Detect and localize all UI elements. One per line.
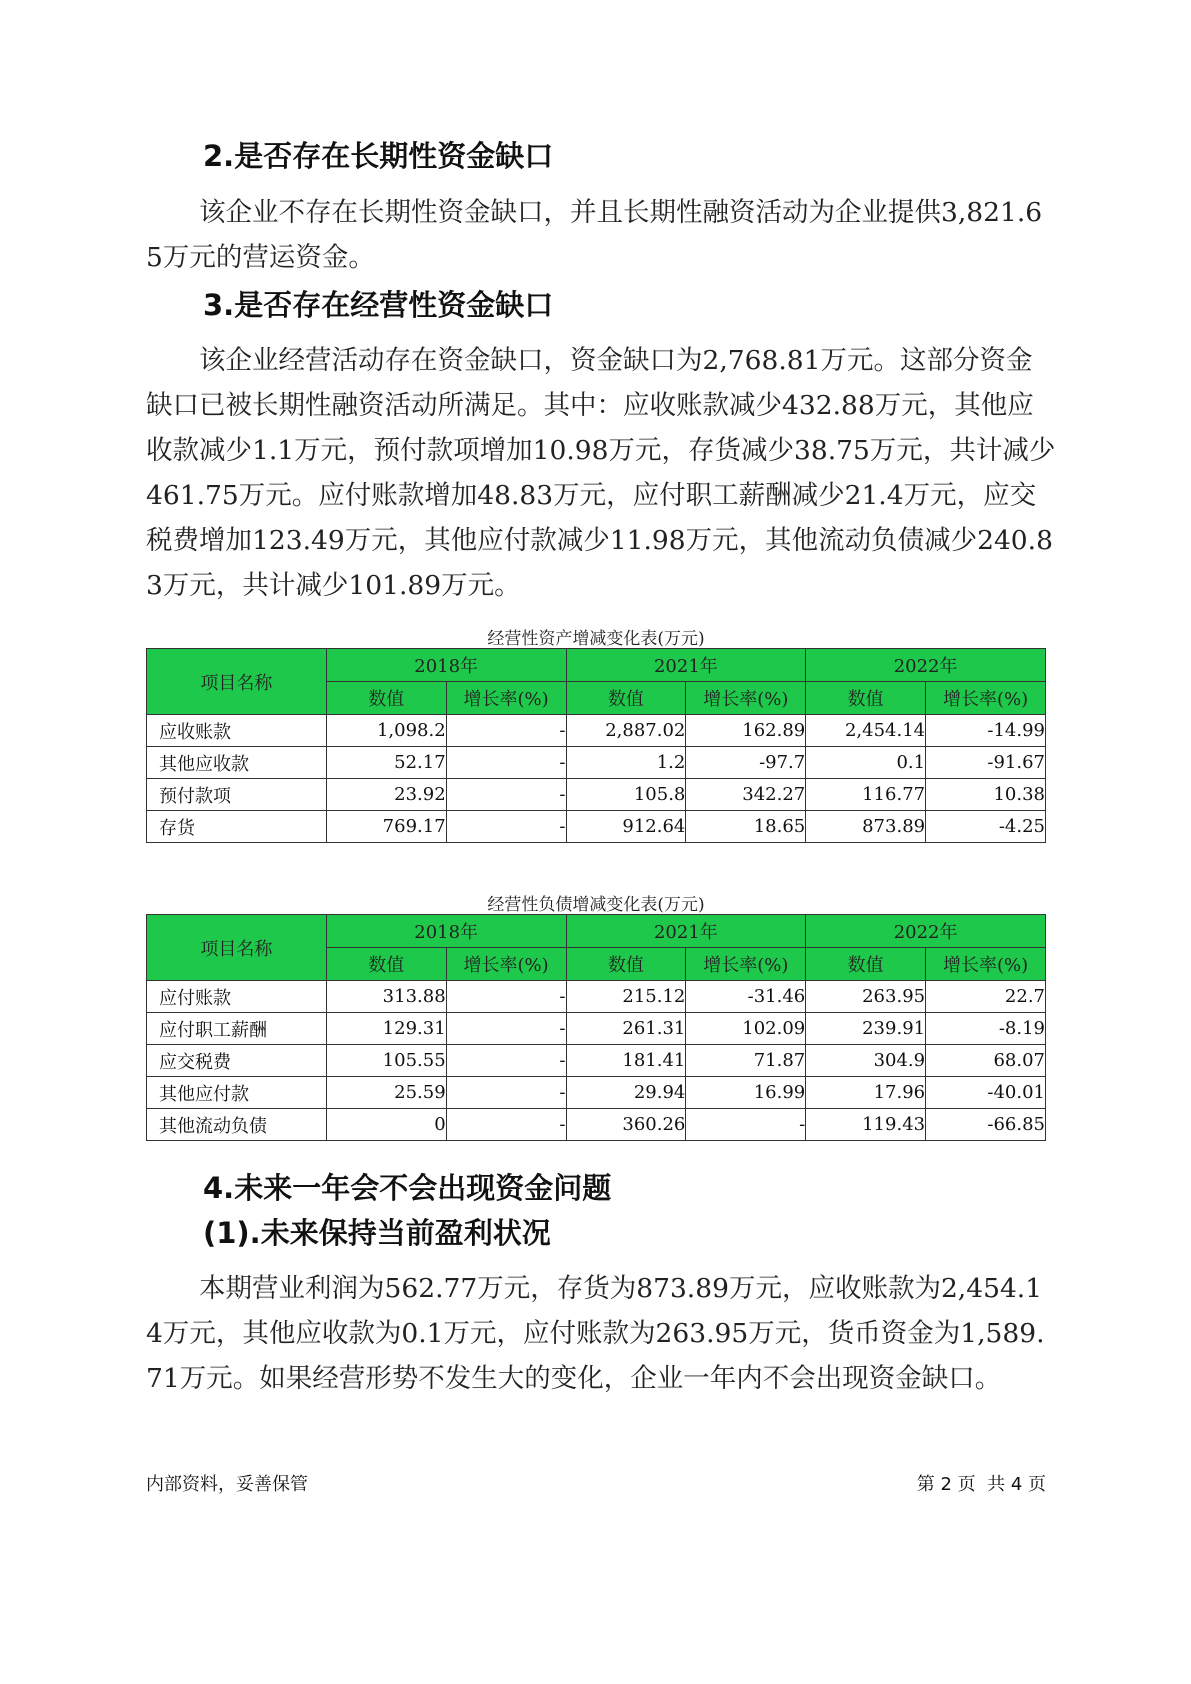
value-cell: 17.96	[806, 1077, 926, 1109]
section-3-title: 3.是否存在经营性资金缺口	[203, 288, 554, 322]
growth-rate-cell: -	[446, 747, 566, 779]
growth-rate-cell: -	[446, 779, 566, 811]
growth-rate-header: 增长率(%)	[446, 682, 566, 715]
year-header: 2018年	[326, 649, 566, 682]
table-header-row	[147, 649, 1046, 682]
value-cell: 215.12	[566, 981, 686, 1013]
growth-rate-header: 增长率(%)	[686, 682, 806, 715]
table-row	[147, 1077, 1046, 1109]
year-header: 2022年	[806, 649, 1046, 682]
value-cell: 129.31	[326, 1013, 446, 1045]
growth-rate-header: 增长率(%)	[926, 948, 1046, 981]
row-item-name: 其他流动负债	[147, 1109, 327, 1141]
value-cell: 304.9	[806, 1045, 926, 1077]
growth-rate-cell: -31.46	[686, 981, 806, 1013]
growth-rate-cell: -	[446, 811, 566, 843]
growth-rate-cell: 162.89	[686, 715, 806, 747]
growth-rate-cell: -	[446, 1077, 566, 1109]
value-cell: 1.2	[566, 747, 686, 779]
value-header: 数值	[566, 682, 686, 715]
growth-rate-cell: -	[446, 1013, 566, 1045]
section-4-paragraph: 本期营业利润为562.77万元，存货为873.89万元，应收账款为2,454.14万元，其他应收款为0.1万元，应付账款为263.95万元，货币资金为1,589.71万元。如果经营形势不发生大的变化，企业一年内不会出现资金缺口。	[146, 1273, 1045, 1394]
row-item-name: 预付款项	[147, 779, 327, 811]
growth-rate-cell: 342.27	[686, 779, 806, 811]
value-cell: 261.31	[566, 1013, 686, 1045]
section-2-title: 2.是否存在长期性资金缺口	[203, 139, 554, 173]
row-item-name: 应交税费	[147, 1045, 327, 1077]
table2-caption: 经营性负债增减变化表(万元)	[487, 895, 705, 915]
year-header: 2021年	[566, 915, 806, 948]
value-cell: 105.55	[326, 1045, 446, 1077]
growth-rate-header: 增长率(%)	[446, 948, 566, 981]
value-header: 数值	[566, 948, 686, 981]
growth-rate-cell: -8.19	[926, 1013, 1046, 1045]
value-cell: 23.92	[326, 779, 446, 811]
row-item-name: 应收账款	[147, 715, 327, 747]
value-cell: 263.95	[806, 981, 926, 1013]
growth-rate-cell: -91.67	[926, 747, 1046, 779]
value-cell: 0	[326, 1109, 446, 1141]
footer-confidential-note: 内部资料，妥善保管	[146, 1474, 308, 1495]
value-cell: 116.77	[806, 779, 926, 811]
row-item-name: 应付账款	[147, 981, 327, 1013]
value-header: 数值	[326, 682, 446, 715]
liability-change-table	[146, 914, 1046, 1141]
value-header: 数值	[326, 948, 446, 981]
item-name-header: 项目名称	[147, 915, 327, 981]
growth-rate-cell: 68.07	[926, 1045, 1046, 1077]
year-header: 2021年	[566, 649, 806, 682]
table-row	[147, 811, 1046, 843]
growth-rate-cell: -	[446, 715, 566, 747]
value-cell: 313.88	[326, 981, 446, 1013]
value-cell: 1,098.2	[326, 715, 446, 747]
value-cell: 119.43	[806, 1109, 926, 1141]
value-header: 数值	[806, 948, 926, 981]
value-cell: 0.1	[806, 747, 926, 779]
footer-page-number: 第 2 页 共 4 页	[916, 1474, 1046, 1495]
row-item-name: 其他应付款	[147, 1077, 327, 1109]
section-2-paragraph: 该企业不存在长期性资金缺口，并且长期性融资活动为企业提供3,821.65万元的营运资金。	[146, 197, 1043, 273]
value-cell: 360.26	[566, 1109, 686, 1141]
table-row	[147, 1109, 1046, 1141]
value-cell: 181.41	[566, 1045, 686, 1077]
table-row	[147, 715, 1046, 747]
growth-rate-cell: 22.7	[926, 981, 1046, 1013]
growth-rate-cell: -66.85	[926, 1109, 1046, 1141]
asset-change-table	[146, 648, 1046, 843]
table1-caption: 经营性资产增减变化表(万元)	[487, 629, 705, 649]
value-cell: 239.91	[806, 1013, 926, 1045]
value-cell: 2,887.02	[566, 715, 686, 747]
table-row	[147, 747, 1046, 779]
growth-rate-cell: -	[686, 1109, 806, 1141]
value-cell: 769.17	[326, 811, 446, 843]
value-cell: 873.89	[806, 811, 926, 843]
growth-rate-cell: -	[446, 1045, 566, 1077]
value-cell: 2,454.14	[806, 715, 926, 747]
growth-rate-cell: 102.09	[686, 1013, 806, 1045]
growth-rate-cell: 10.38	[926, 779, 1046, 811]
growth-rate-cell: -40.01	[926, 1077, 1046, 1109]
value-cell: 25.59	[326, 1077, 446, 1109]
row-item-name: 应付职工薪酬	[147, 1013, 327, 1045]
growth-rate-header: 增长率(%)	[686, 948, 806, 981]
growth-rate-cell: -	[446, 1109, 566, 1141]
growth-rate-cell: 16.99	[686, 1077, 806, 1109]
table-header-row	[147, 915, 1046, 948]
growth-rate-cell: -14.99	[926, 715, 1046, 747]
growth-rate-cell: 71.87	[686, 1045, 806, 1077]
table-row	[147, 1045, 1046, 1077]
table-row	[147, 981, 1046, 1013]
row-item-name: 存货	[147, 811, 327, 843]
growth-rate-cell: -4.25	[926, 811, 1046, 843]
section-4-title: 4.未来一年会不会出现资金问题	[203, 1171, 612, 1205]
table-row	[147, 1013, 1046, 1045]
section-4-1-title: (1).未来保持当前盈利状况	[203, 1216, 551, 1250]
value-cell: 29.94	[566, 1077, 686, 1109]
value-cell: 105.8	[566, 779, 686, 811]
year-header: 2018年	[326, 915, 566, 948]
value-header: 数值	[806, 682, 926, 715]
growth-rate-header: 增长率(%)	[926, 682, 1046, 715]
year-header: 2022年	[806, 915, 1046, 948]
value-cell: 52.17	[326, 747, 446, 779]
row-item-name: 其他应收款	[147, 747, 327, 779]
item-name-header: 项目名称	[147, 649, 327, 715]
section-3-paragraph: 该企业经营活动存在资金缺口，资金缺口为2,768.81万元。这部分资金缺口已被长期性融资活动所满足。其中：应收账款减少432.88万元，其他应收款减少1.1万元，预付款项增加10.98万元，存货减少38.75万元，共计减少461.75万元。应付账款增加48.83万元，应付职工薪酬减少21.4万元，应交税费增加123.49万元，其他应付款减少11.98万元，其他流动负债减少240.83万元，共计减少101.89万元。	[146, 345, 1056, 601]
growth-rate-cell: -97.7	[686, 747, 806, 779]
table-row	[147, 779, 1046, 811]
value-cell: 912.64	[566, 811, 686, 843]
growth-rate-cell: -	[446, 981, 566, 1013]
growth-rate-cell: 18.65	[686, 811, 806, 843]
